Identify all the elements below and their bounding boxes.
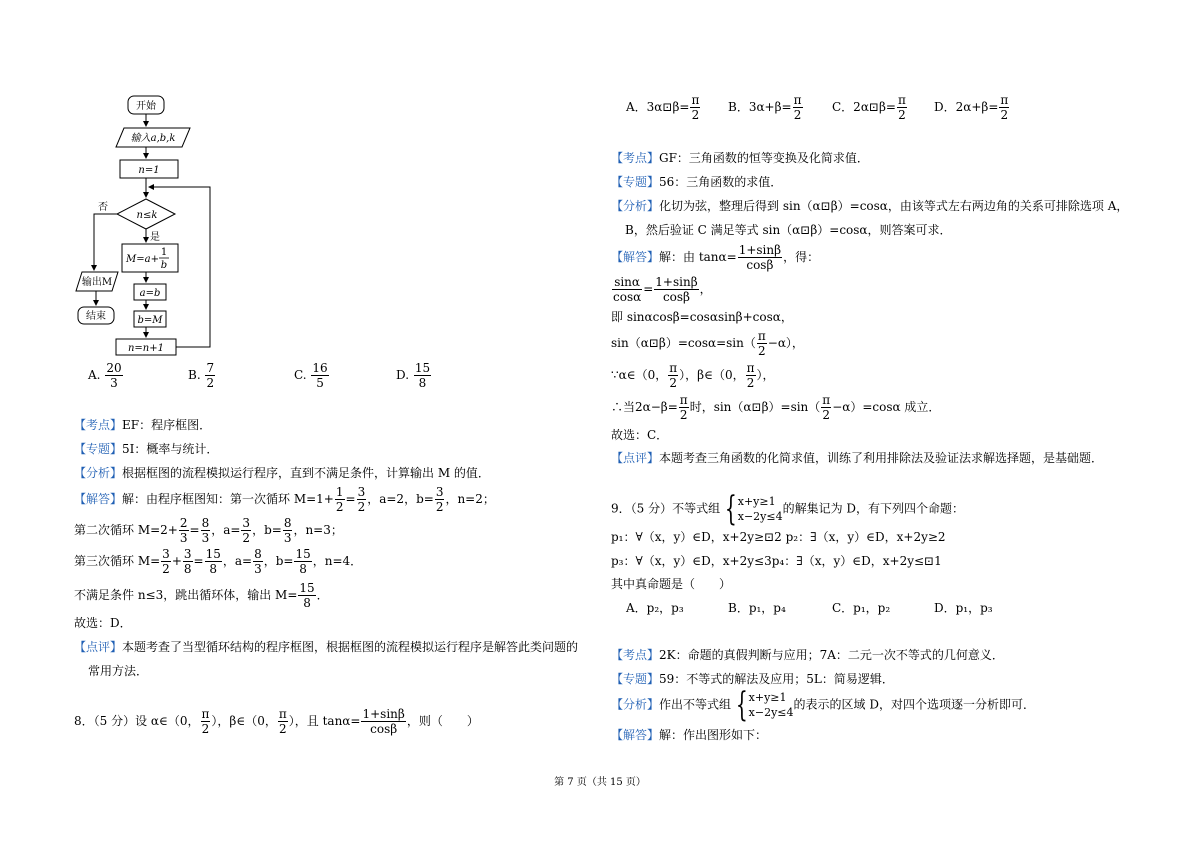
q7-dianping-cont: 常用方法．: [88, 664, 149, 678]
q8-jieda-line5: ∵α∈（0， $\frac{\pi}{2}$ ），β∈（0， $\frac{\pi}{2}$ ），: [611, 361, 775, 390]
condition-label: n≤k: [136, 210, 158, 221]
q7-option-c: C. $\frac{16}{5}$: [294, 361, 328, 390]
q9-ask: 其中真命题是（ ）: [611, 577, 732, 591]
start-label: 开始: [136, 101, 156, 112]
q7-jieda-line1: 【解答】解：由程序框图知：第一次循环 M=1+ $\frac{1}{2}$ = $\frac{3}{2}$ ，a=2，b= $\frac{3}{2}$ ，n=2；: [74, 485, 495, 514]
input-label: 输入a,b,k: [130, 133, 176, 144]
q7-option-a: A. $\frac{20}{3}$: [88, 361, 122, 390]
q8-option-c: C．2α⊡β= $\frac{\pi}{2}$: [832, 93, 906, 122]
program-flowchart: [0, 0, 600, 370]
q8-jieda-line4: sin（α⊡β）=cosα=sin（ $\frac{\pi}{2}$ −α），: [611, 329, 804, 358]
q8-kaodian: 【考点】GF：三角函数的恒等变换及化简求值．: [611, 151, 869, 165]
q7-option-b: B. $\frac{7}{2}$: [188, 361, 215, 390]
q9-propositions-2: p₃：∀（x，y）∈D，x+2y≤3p₄：∃（x，y）∈D，x+2y≤⊡1: [611, 554, 942, 568]
q7-jieda-line3: 第三次循环 M= $\frac{3}{2}$ + $\frac{3}{8}$ = $\frac{15}{8}$ ，a= $\frac{8}{3}$ ，b= $\frac{15}{8}$ ，n=4．: [74, 547, 363, 576]
q7-zhuanti: 【专题】5I：概率与统计．: [74, 442, 219, 456]
q8-stem: 8．（5 分）设 α∈（0， $\frac{\pi}{2}$ ），β∈（0， $\frac{\pi}{2}$ ），且 tanα= $\frac{1+\sin\beta}{\cos\beta}$ ，则（ ）: [74, 707, 479, 736]
q8-zhuanti: 【专题】56：三角函数的求值．: [611, 175, 783, 189]
q7-fenxi: 【分析】根据框图的流程模拟运行程序，直到不满足条件，计算输出 M 的值．: [74, 466, 490, 480]
q9-option-c: C．p₁，p₂: [832, 601, 891, 615]
increment-label: n=n+1: [127, 343, 165, 354]
q8-fenxi-cont: B，然后验证 C 满足等式 sin（α⊡β）=cosα，则答案可求．: [625, 223, 952, 237]
assign-a-label: a=b: [139, 288, 161, 299]
q8-jieda-line6: ∴当2α−β= $\frac{\pi}{2}$ 时，sin（α⊡β）=sin（ $\frac{\pi}{2}$ −α）=cosα 成立．: [611, 393, 941, 422]
q7-dianping: 【点评】本题考查了当型循环结构的程序框图，根据框图的流程模拟运行程序是解答此类问题的: [74, 640, 579, 654]
yes-label: 是: [150, 232, 160, 243]
q7-jieda-line2: 第二次循环 M=2+ $\frac{2}{3}$ = $\frac{8}{3}$ ，a= $\frac{3}{2}$ ，b= $\frac{8}{3}$ ，n=3；: [74, 516, 343, 545]
q9-kaodian: 【考点】2K：命题的真假判断与应用；7A：二元一次不等式的几何意义．: [611, 648, 1004, 662]
q7-jieda-line4: 不满足条件 n≤3，跳出循环体，输出 M= $\frac{15}{8}$ ．: [74, 581, 329, 610]
q8-jieda-line2: $\frac{\sin\alpha}{\cos\alpha}$ = $\frac{1+\sin\beta}{\cos\beta}$ ，: [613, 275, 712, 304]
page-footer: 第 7 页（共 15 页）: [554, 777, 646, 788]
init-label: n=1: [138, 165, 160, 176]
assign-m-label: M=a+: [126, 254, 159, 265]
q9-option-d: D．p₁，p₃: [934, 601, 993, 615]
output-label: 输出M: [81, 277, 113, 288]
q8-jieda-line1: 【解答】解：由 tanα= $\frac{1+\sin\beta}{\cos\beta}$ ，得：: [611, 243, 820, 272]
assign-b-label: b=M: [137, 315, 163, 326]
q8-option-a: A．3α⊡β= $\frac{\pi}{2}$: [626, 93, 700, 122]
q7-answer: 故选：D．: [74, 616, 132, 630]
q9-jieda: 【解答】解：作出图形如下：: [611, 728, 768, 742]
q9-propositions-1: p₁：∀（x，y）∈D，x+2y≥⊡2 p₂：∃（x，y）∈D，x+2y≥2: [611, 530, 946, 544]
q8-option-b: B．3α+β= $\frac{\pi}{2}$: [728, 93, 802, 122]
assign-m-den: b: [160, 260, 168, 271]
q9-zhuanti: 【专题】59：不等式的解法及应用；5L：简易逻辑．: [611, 672, 894, 686]
q8-option-d: D．2α+β= $\frac{\pi}{2}$: [934, 93, 1009, 122]
q9-stem: 9．（5 分）不等式组 { x+y≥1 x−2y≤4 的解集记为 D，有下列四个命题：: [611, 489, 965, 529]
q9-fenxi: 【分析】作出不等式组 { x+y≥1 x−2y≤4 的表示的区域 D，对四个选项逐一分析即可．: [611, 685, 1035, 725]
q8-dianping: 【点评】本题考查三角函数的化简求值，训练了利用排除法及验证法求解选择题，是基础题．: [611, 451, 1104, 465]
q7-option-d: D. $\frac{15}{8}$: [396, 361, 431, 390]
q7-kaodian: 【考点】EF：程序框图．: [74, 418, 212, 432]
assign-m-num: 1: [160, 247, 168, 258]
q9-option-b: B．p₁，p₄: [728, 601, 786, 615]
q8-answer: 故选：C．: [611, 428, 669, 442]
q8-jieda-line3: 即 sinαcosβ=cosαsinβ+cosα，: [611, 310, 793, 324]
no-label: 否: [98, 202, 108, 213]
end-label: 结束: [86, 311, 106, 322]
q9-option-a: A．p₂，p₃: [626, 601, 684, 615]
q8-fenxi: 【分析】化切为弦，整理后得到 sin（α⊡β）=cosα，由该等式左右两边角的关系可排除选项 A，: [611, 199, 1129, 213]
